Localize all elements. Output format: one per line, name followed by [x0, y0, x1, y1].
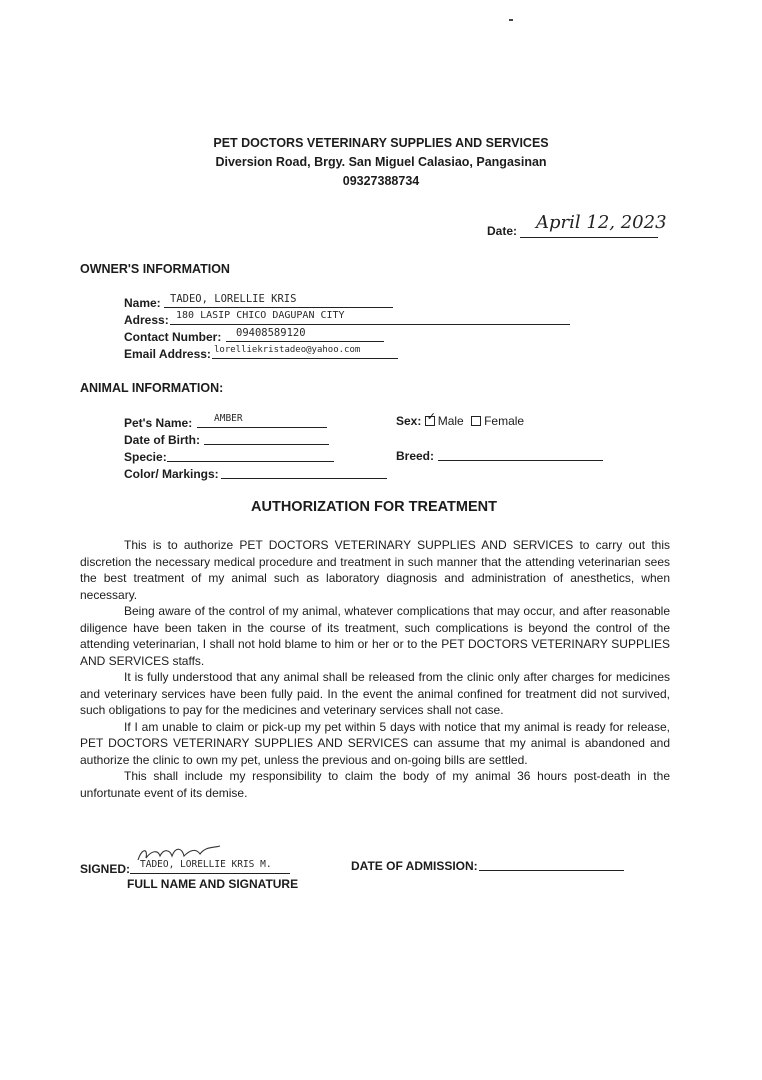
date-of-admission-label: DATE OF ADMISSION:: [351, 859, 478, 873]
clinic-phone: 09327388734: [342, 174, 420, 188]
date-of-birth-label: Date of Birth:: [124, 433, 200, 447]
breed-line: [438, 460, 603, 461]
authorization-paragraph: This is to authorize PET DOCTORS VETERINARY SUPPLIES AND SERVICES to carry out this discretion the necessary medical procedure and treatment in such manner that the attending veterinarian sees the best treatment of my animal such as laboratory diagnosis and administration of anesthetics, when necessary.: [80, 538, 670, 602]
specie-line: [167, 461, 334, 462]
female-option-label: Female: [484, 414, 525, 428]
clinic-address: Diversion Road, Brgy. San Miguel Calasiao, Pangasinan: [215, 155, 547, 169]
date-line: [520, 237, 658, 238]
signature-caption: FULL NAME AND SIGNATURE: [127, 877, 299, 891]
scan-speck: [509, 19, 513, 21]
authorization-paragraph: Being aware of the control of my animal, whatever complications that may occur, and after reasonable diligence have been taken in the course of its treatment, such complications is beyond the control of the attending veterinarian, I shall not hold blame to him or her or to the PET DOCTORS VETERINARY SUPPLIES AND SERVICES staffs.: [80, 604, 670, 668]
email-address-label: Email Address:: [124, 347, 211, 361]
sex-label: Sex:: [396, 414, 422, 428]
authorization-title: AUTHORIZATION FOR TREATMENT: [251, 499, 497, 515]
authorization-paragraph: This shall include my responsibility to claim the body of my animal 36 hours post-death in the unfortunate event of its demise.: [80, 769, 670, 800]
specie-label: Specie:: [124, 450, 167, 464]
authorization-paragraph: If I am unable to claim or pick-up my pet within 5 days with notice that my animal is ready for release, PET DOCTORS VETERINARY SUPPLIES AND SERVICES can assume that my animal is abandoned and authorize the clinic to own my pet, unless the previous and on-going bills are settled.: [80, 719, 670, 767]
color-markings-line: [221, 478, 387, 479]
male-checkbox[interactable]: [425, 416, 435, 426]
owner-name-line: [164, 307, 393, 308]
owner-name-label: Name:: [124, 296, 161, 310]
contact-number-label: Contact Number:: [124, 330, 222, 344]
contact-number-field[interactable]: 09408589120: [236, 327, 306, 339]
date-label: Date:: [487, 224, 518, 238]
email-address-line: [212, 358, 398, 359]
date-of-birth-line: [204, 444, 329, 445]
pet-name-field[interactable]: AMBER: [214, 413, 243, 424]
female-checkbox[interactable]: [471, 416, 481, 426]
pet-name-line: [197, 427, 327, 428]
owner-address-line: [170, 324, 570, 325]
sex-field: [396, 414, 524, 428]
date-of-admission-line: [479, 870, 624, 871]
email-address-field[interactable]: lorelliekristadeo@yahoo.com: [214, 345, 361, 355]
breed-label: Breed:: [396, 449, 435, 463]
contact-number-line: [226, 341, 384, 342]
date-value[interactable]: April 12, 2023: [536, 212, 667, 233]
signature-line: [130, 873, 290, 874]
authorization-paragraph: It is fully understood that any animal shall be released from the clinic only after charges for medicines and veterinary services have been fully paid. In the event the animal confined for treatment did not survived, such obligations to pay for the medicines and veterinary services shall not case.: [80, 670, 670, 717]
male-option-label: Male: [437, 414, 464, 428]
authorization-body: [80, 537, 670, 801]
pet-name-label: Pet's Name:: [124, 416, 193, 430]
color-markings-label: Color/ Markings:: [124, 467, 219, 481]
signed-name-field[interactable]: TADEO, LORELLIE KRIS M.: [140, 859, 272, 870]
owner-heading: OWNER'S INFORMATION: [80, 262, 230, 276]
animal-heading: ANIMAL INFORMATION:: [80, 381, 224, 395]
owner-name-field[interactable]: TADEO, LORELLIE KRIS: [170, 293, 297, 305]
owner-address-label: Adress:: [124, 313, 169, 327]
signed-label: SIGNED:: [80, 862, 131, 876]
owner-address-field[interactable]: 180 LASIP CHICO DAGUPAN CITY: [176, 310, 345, 321]
clinic-name: PET DOCTORS VETERINARY SUPPLIES AND SERVICES: [213, 136, 549, 150]
